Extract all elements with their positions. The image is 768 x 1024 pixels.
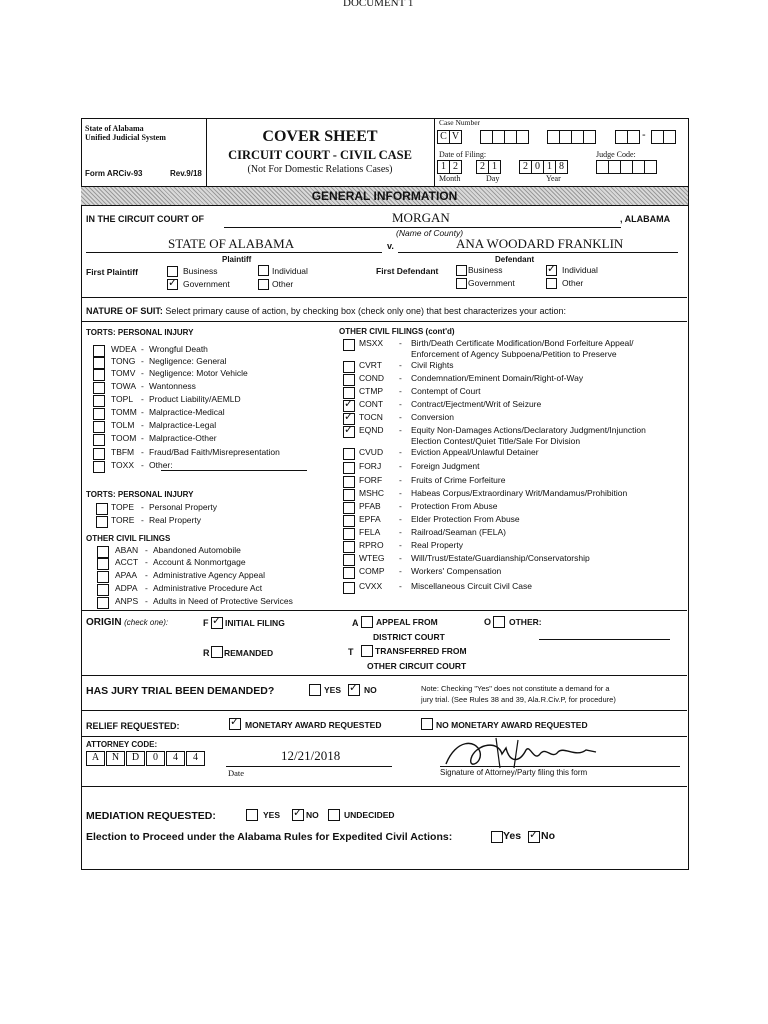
tort-tolm-code: TOLM [111, 420, 135, 430]
separator-dash: - [399, 514, 402, 524]
filing-msxx-desc: Birth/Death Certificate Modification/Bond Forfeiture Appeal/ [411, 338, 634, 348]
expedited-yes-label: Yes [503, 830, 522, 842]
filing-cvxx-code: CVXX [359, 581, 383, 591]
jury-yes-checkbox[interactable] [309, 684, 321, 696]
filing-forf-checkbox[interactable] [343, 476, 355, 488]
tort-wdea-desc: Wrongful Death [149, 344, 208, 354]
state-suffix: , ALABAMA [620, 214, 671, 224]
remanded-label: REMANDED [224, 648, 274, 658]
tort-tomm-code: TOMM [111, 407, 137, 417]
state-label: State of Alabama [85, 124, 144, 133]
date-year-2[interactable]: 0 [531, 160, 544, 174]
jury-question: HAS JURY TRIAL BEEN DEMANDED? [86, 685, 275, 697]
separator-dash: - [141, 447, 144, 457]
separator-dash: - [399, 386, 402, 396]
filing-mshc-code: MSHC [359, 488, 385, 498]
filing-anps-checkbox[interactable] [97, 597, 109, 609]
origin-a-letter: A [352, 618, 359, 628]
filing-rpro-checkbox[interactable] [343, 541, 355, 553]
tort-tong-desc: Negligence: General [149, 356, 227, 366]
jury-yes-label: YES [324, 685, 342, 695]
filing-apaa-checkbox[interactable] [97, 571, 109, 583]
expedited-no-checkbox[interactable] [528, 831, 540, 843]
filing-apaa-desc: Administrative Agency Appeal [153, 570, 265, 580]
tort-towa-code: TOWA [111, 381, 137, 391]
expedited-election [86, 831, 452, 843]
filing-epfa-desc: Elder Protection From Abuse [411, 514, 520, 524]
tort-topl-checkbox[interactable] [93, 395, 105, 407]
defendant-government-checkbox[interactable] [456, 278, 467, 289]
filing-pfab-checkbox[interactable] [343, 502, 355, 514]
defendant-name: ANA WOODARD FRANKLIN [456, 236, 624, 251]
plaintiff-name: STATE OF ALABAMA [168, 236, 295, 251]
filing-comp-desc: Workers' Compensation [411, 566, 502, 576]
initial-filing-checkbox[interactable] [211, 617, 223, 629]
separator-dash: - [399, 338, 402, 348]
attorney-code-box[interactable]: 4 [166, 751, 185, 766]
case-prefix-2: V [449, 130, 462, 144]
filing-msxx-code: MSXX [359, 338, 384, 348]
month-label: Month [439, 174, 461, 183]
filing-wteg-checkbox[interactable] [343, 554, 355, 566]
filing-adpa-code: ADPA [115, 583, 138, 593]
remanded-checkbox[interactable] [211, 646, 223, 658]
defendant-individual-checkbox[interactable] [546, 265, 557, 276]
tort-topl-desc: Product Liability/AEMLD [149, 394, 241, 404]
separator-dash: - [141, 420, 144, 430]
case-box[interactable] [663, 130, 676, 144]
filing-cvxx-checkbox[interactable] [343, 582, 355, 594]
tort-tore-code: TORE [111, 515, 135, 525]
tort-toom-desc: Malpractice-Other [149, 433, 217, 443]
filing-adpa-checkbox[interactable] [97, 584, 109, 596]
plaintiff-business-label: Business [183, 266, 218, 276]
mediation-yes-label: YES [263, 810, 281, 820]
separator-dash: - [141, 356, 144, 366]
filing-fela-checkbox[interactable] [343, 528, 355, 540]
other-heading: OTHER CIVIL FILINGS [86, 534, 171, 543]
tort-tope-checkbox[interactable] [96, 503, 108, 515]
nature-of-suit [86, 306, 566, 316]
appeal-from-label: APPEAL FROM [376, 617, 438, 627]
filing-cond-desc: Condemnation/Eminent Domain/Right-of-Way [411, 373, 584, 383]
origin-other-checkbox[interactable] [493, 616, 505, 628]
mediation-no-checkbox[interactable] [292, 809, 304, 821]
tort-toxx-desc: Other: [149, 460, 173, 470]
attorney-code-box[interactable]: N [106, 751, 125, 766]
origin-other-label: OTHER: [509, 617, 542, 627]
plaintiff-individual-checkbox[interactable] [258, 265, 269, 276]
filing-forf-desc: Fruits of Crime Forfeiture [411, 475, 506, 485]
jury-note-2: jury trial. (See Rules 38 and 39, Ala.R.Civ.P, for procedure) [421, 695, 616, 704]
versus: v. [387, 241, 394, 251]
plaintiff-government-checkbox[interactable] [167, 279, 178, 290]
header-section: State of Alabama Unified Judicial System Form ARCiv-93 Rev.9/18 COVER SHEET CIRCUIT COURT - CIVIL CASE (Not For Domestic Relations Cases) Case Number C V - Date of Filing: Judge Code: 1 2 2 1 2 0 1 8 Month Day Year [81, 118, 687, 186]
form-note: (Not For Domestic Relations Cases) [247, 164, 393, 175]
separator-dash: - [141, 502, 144, 512]
case-box[interactable] [516, 130, 529, 144]
filing-msxx-checkbox[interactable] [343, 339, 355, 351]
filing-aban-checkbox[interactable] [97, 546, 109, 558]
judge-code-label: Judge Code: [596, 150, 636, 159]
monetary-award-label: MONETARY AWARD REQUESTED [245, 720, 382, 730]
filing-cond-checkbox[interactable] [343, 374, 355, 386]
filing-acct-desc: Account & Nonmortgage [153, 557, 246, 567]
filing-aban-code: ABAN [115, 545, 139, 555]
separator-dash: - [141, 460, 144, 470]
expedited-yes-checkbox[interactable] [491, 831, 503, 843]
separator-dash: - [399, 566, 402, 576]
mediation-undecided-checkbox[interactable] [328, 809, 340, 821]
jury-no-checkbox[interactable] [348, 684, 360, 696]
filing-forf-code: FORF [359, 475, 383, 485]
tort-wdea-checkbox[interactable] [93, 345, 105, 357]
filing-wteg-desc: Will/Trust/Estate/Guardianship/Conservatorship [411, 553, 590, 563]
filing-adpa-desc: Administrative Procedure Act [153, 583, 263, 593]
filing-cvud-desc: Eviction Appeal/Unlawful Detainer [411, 447, 539, 457]
tort-toxx-checkbox[interactable] [93, 461, 105, 473]
origin-title: ORIGIN [86, 617, 122, 628]
filing-comp-code: COMP [359, 566, 385, 576]
tort-tbfm-checkbox[interactable] [93, 448, 105, 460]
date-month-2[interactable]: 2 [449, 160, 462, 174]
origin-check-one: (check one): [124, 618, 169, 627]
form-title: COVER SHEET [262, 128, 378, 145]
jury-no-label: NO [364, 685, 377, 695]
tort-tomm-desc: Malpractice-Medical [149, 407, 225, 417]
tort-towa-desc: Wantonness [149, 381, 196, 391]
attorney-code-box[interactable]: 4 [186, 751, 205, 766]
filing-mshc-desc: Habeas Corpus/Extraordinary Writ/Mandamus/Prohibition [411, 488, 628, 498]
tort-tore-checkbox[interactable] [96, 516, 108, 528]
date-day-1[interactable]: 2 [476, 160, 489, 174]
filing-wteg-code: WTEG [359, 553, 385, 563]
attorney-code-box[interactable]: A [86, 751, 105, 766]
date-of-filing-label: Date of Filing: [439, 150, 487, 159]
filing-cont-desc: Contract/Ejectment/Writ of Seizure [411, 399, 542, 409]
filing-forj-desc: Foreign Judgment [411, 461, 480, 471]
filing-ctmp-code: CTMP [359, 386, 384, 396]
separator-dash: - [399, 488, 402, 498]
filing-rpro-code: RPRO [359, 540, 384, 550]
plaintiff-other-label: Other [272, 279, 294, 289]
separator-dash: - [141, 344, 144, 354]
defendant-other-checkbox[interactable] [546, 278, 557, 289]
filing-tocn-desc: Conversion [411, 412, 454, 422]
county-name: MORGAN [392, 210, 450, 225]
separator-dash: - [141, 394, 144, 404]
filing-cvud-checkbox[interactable] [343, 448, 355, 460]
transferred-from-label: TRANSFERRED FROM [375, 646, 467, 656]
jury-note-1 [421, 684, 610, 693]
separator-dash: - [399, 475, 402, 485]
plaintiff-other-checkbox[interactable] [258, 279, 269, 290]
separator-dash: - [145, 596, 148, 606]
defendant-other-label: Other [562, 278, 584, 288]
filing-cvud-code: CVUD [359, 447, 384, 457]
origin-r-letter: R [203, 648, 210, 658]
jury-note-text-1: Note: Checking "Yes" does not constitute a demand for a [421, 684, 610, 693]
filing-apaa-code: APAA [115, 570, 138, 580]
day-label: Day [486, 174, 500, 183]
plaintiff-government-label: Government [183, 279, 230, 289]
tort-toxx-code: TOXX [111, 460, 134, 470]
filing-mshc-checkbox[interactable] [343, 489, 355, 501]
date-month-1[interactable]: 1 [437, 160, 450, 174]
form-subtitle: CIRCUIT COURT - CIVIL CASE [228, 148, 412, 162]
form-rev: Rev.9/18 [170, 169, 202, 178]
separator-dash: - [145, 557, 148, 567]
plaintiff-caption: Plaintiff [222, 255, 252, 264]
filing-comp-checkbox[interactable] [343, 567, 355, 579]
judge-box[interactable] [644, 160, 657, 174]
separator-dash: - [141, 433, 144, 443]
expedited-election-text: Election to Proceed under the Alabama Rules for Expedited Civil Actions: [86, 831, 453, 843]
case-box[interactable] [627, 130, 640, 144]
torts2-heading: TORTS: PERSONAL INJURY [86, 490, 194, 499]
date-year-3[interactable]: 1 [543, 160, 556, 174]
origin-label [86, 617, 168, 628]
tort-tomv-desc: Negligence: Motor Vehicle [149, 368, 248, 378]
case-prefix-1: C [437, 130, 450, 144]
tort-towa-checkbox[interactable] [93, 382, 105, 394]
court-label: IN THE CIRCUIT COURT OF [86, 214, 204, 224]
tort-toom-checkbox[interactable] [93, 434, 105, 446]
filing-tocn-code: TOCN [359, 412, 383, 422]
case-number-label: Case Number [439, 118, 481, 127]
separator-dash: - [399, 553, 402, 563]
first-defendant-label: First Defendant [376, 266, 439, 276]
separator-dash: - [399, 581, 402, 591]
filing-pfab-code: PFAB [359, 501, 381, 511]
filing-fela-code: FELA [359, 527, 381, 537]
filing-cvrt-checkbox[interactable] [343, 361, 355, 373]
filing-epfa-code: EPFA [359, 514, 381, 524]
tort-tbfm-code: TBFM [111, 447, 135, 457]
tort-tolm-checkbox[interactable] [93, 421, 105, 433]
attorney-code-label: ATTORNEY CODE: [86, 740, 158, 749]
torts-heading: TORTS: PERSONAL INJURY [86, 328, 194, 337]
tort-topl-code: TOPL [111, 394, 134, 404]
attorney-code-box[interactable]: 0 [146, 751, 165, 766]
date-year-1[interactable]: 2 [519, 160, 532, 174]
filing-eqnd-checkbox[interactable] [343, 426, 355, 438]
separator-dash: - [399, 373, 402, 383]
tort-tore-desc: Real Property [149, 515, 201, 525]
tort-tong-code: TONG [111, 356, 136, 366]
tort-tomv-code: TOMV [111, 368, 136, 378]
expedited-no-label: No [541, 830, 555, 842]
separator-dash: - [399, 399, 402, 409]
filing-eqnd-code: EQND [359, 425, 384, 435]
general-banner-text: GENERAL INFORMATION [311, 189, 458, 203]
appeal-from-checkbox[interactable] [361, 616, 373, 628]
tort-tope-desc: Personal Property [149, 502, 218, 512]
filing-forj-code: FORJ [359, 461, 382, 471]
separator-dash: - [399, 540, 402, 550]
filing-pfab-desc: Protection From Abuse [411, 501, 498, 511]
separator-dash: - [399, 360, 402, 370]
separator-dash: - [145, 545, 148, 555]
document-label: DOCUMENT 1 [343, 0, 414, 9]
separator-dash: - [399, 501, 402, 511]
general-banner [81, 186, 688, 206]
relief-label: RELIEF REQUESTED: [86, 721, 180, 731]
filing-rpro-desc: Real Property [411, 540, 463, 550]
filing-anps-desc: Adults in Need of Protective Services [153, 596, 293, 606]
mediation-label: MEDIATION REQUESTED: [86, 810, 216, 822]
separator-dash: - [141, 381, 144, 391]
form-number: Form ARCiv-93 [85, 169, 143, 178]
filing-forj-checkbox[interactable] [343, 462, 355, 474]
transferred-checkbox[interactable] [361, 645, 373, 657]
origin-f-letter: F [203, 618, 209, 628]
separator-dash: - [145, 570, 148, 580]
defendant-government-label: Government [468, 278, 515, 288]
separator-dash: - [399, 412, 402, 422]
origin-o-letter: O [484, 617, 492, 627]
tort-tolm-desc: Malpractice-Legal [149, 420, 217, 430]
filing-anps-code: ANPS [115, 596, 139, 606]
defendant-business-label: Business [468, 265, 503, 275]
tort-toom-code: TOOM [111, 433, 137, 443]
initial-filing-label: INITIAL FILING [225, 618, 285, 628]
other-circuit-court-label: OTHER CIRCUIT COURT [367, 661, 467, 671]
filing-eqnd-desc: Equity Non-Damages Actions/Declaratory Judgment/Injunction [411, 425, 646, 435]
monetary-award-checkbox[interactable] [229, 718, 241, 730]
filing-acct-checkbox[interactable] [97, 558, 109, 570]
tort-tbfm-desc: Fraud/Bad Faith/Misrepresentation [149, 447, 280, 457]
filing-cvrt-desc: Civil Rights [411, 360, 454, 370]
filing-cond-code: COND [359, 373, 385, 383]
defendant-individual-label: Individual [562, 265, 598, 275]
no-monetary-award-label: NO MONETARY AWARD REQUESTED [436, 720, 588, 730]
separator-dash: - [141, 515, 144, 525]
district-court-label: DISTRICT COURT [373, 632, 445, 642]
filing-cont-code: CONT [359, 399, 384, 409]
nature-label: NATURE OF SUIT: [86, 306, 163, 316]
separator-dash: - [141, 407, 144, 417]
tort-wdea-code: WDEA [111, 344, 137, 354]
year-label: Year [546, 174, 561, 183]
defendant-caption: Defendant [495, 255, 535, 264]
filing-eqnd-desc-line2: Election Contest/Quiet Title/Sale For Division [411, 436, 581, 446]
filing-cvxx-desc: Miscellaneous Circuit Civil Case [411, 581, 532, 591]
filing-fela-desc: Railroad/Seaman (FELA) [411, 527, 506, 537]
date-label: Date [228, 768, 245, 778]
first-plaintiff-label: First Plaintiff [86, 267, 138, 277]
date-year-4[interactable]: 8 [555, 160, 568, 174]
nature-instruction: Select primary cause of action, by checking box (check only one) that best characterizes your action: [165, 306, 567, 316]
origin-t-letter: T [348, 647, 354, 657]
cont-heading: OTHER CIVIL FILINGS (cont'd) [339, 327, 455, 336]
defendant-business-checkbox[interactable] [456, 265, 467, 276]
mediation-no-label: NO [306, 810, 319, 820]
separator-dash: - [145, 583, 148, 593]
tort-tomm-checkbox[interactable] [93, 408, 105, 420]
separator-dash: - [399, 527, 402, 537]
mediation-yes-checkbox[interactable] [246, 809, 258, 821]
case-box[interactable] [583, 130, 596, 144]
separator-dash: - [399, 425, 402, 435]
county-caption: (Name of County) [396, 228, 464, 238]
signature-label: Signature of Attorney/Party filing this form [440, 768, 588, 777]
tort-tope-code: TOPE [111, 502, 134, 512]
no-monetary-award-checkbox[interactable] [421, 718, 433, 730]
filing-aban-desc: Abandoned Automobile [153, 545, 241, 555]
filing-msxx-desc-line2: Enforcement of Agency Subpoena/Petition to Preserve [411, 349, 617, 359]
tort-tong-checkbox[interactable] [93, 357, 105, 369]
separator-dash: - [141, 368, 144, 378]
tort-tomv-checkbox[interactable] [93, 369, 105, 381]
mediation-undecided-label: UNDECIDED [344, 810, 395, 820]
attorney-code-box[interactable]: D [126, 751, 145, 766]
attorney-date: 12/21/2018 [281, 748, 341, 763]
filing-epfa-checkbox[interactable] [343, 515, 355, 527]
filing-cvrt-code: CVRT [359, 360, 382, 370]
filing-ctmp-desc: Contempt of Court [411, 386, 481, 396]
plaintiff-individual-label: Individual [272, 266, 308, 276]
date-day-2[interactable]: 1 [488, 160, 501, 174]
separator-dash: - [399, 461, 402, 471]
separator-dash: - [399, 447, 402, 457]
filing-acct-code: ACCT [115, 557, 139, 567]
system-label: Unified Judicial System [85, 133, 166, 142]
